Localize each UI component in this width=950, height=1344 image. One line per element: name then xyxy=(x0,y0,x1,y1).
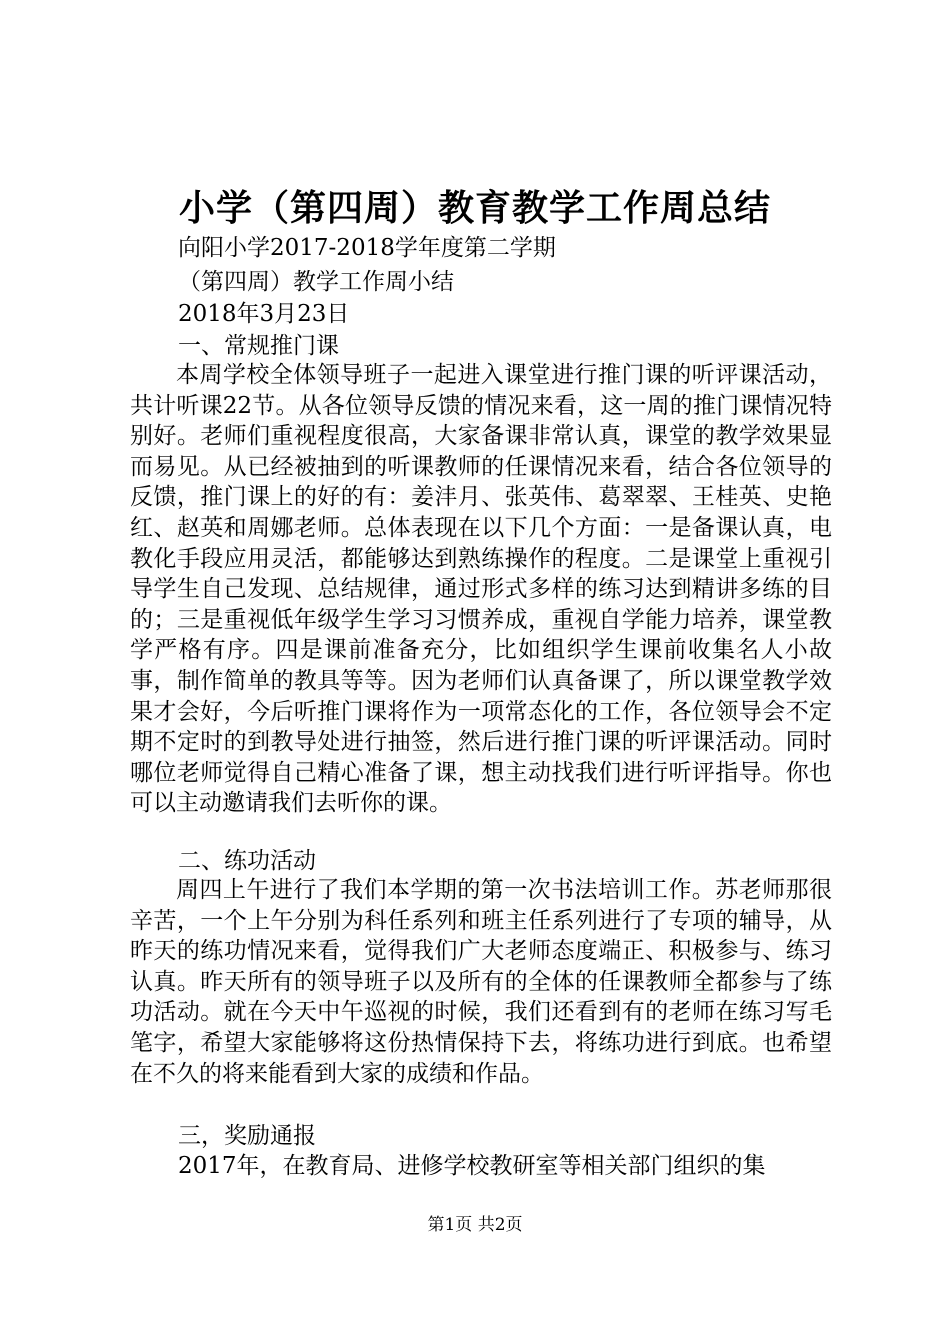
document-title: 小学（第四周）教育教学工作周总结 xyxy=(178,187,771,229)
school-term-line: 向阳小学2017-2018学年度第二学期 xyxy=(178,235,556,261)
section-heading-3: 三，奖励通报 xyxy=(178,1123,316,1149)
date-line: 2018年3月23日 xyxy=(178,301,350,327)
section-body-2: 周四上午进行了我们本学期的第一次书法培训工作。苏老师那很辛苦，一个上午分别为科任系列和班主任系列进行了专项的辅导，从昨天的练功情况来看，觉得我们广大老师态度端正、积极参与、练习认真。昨天所有的领导班子以及所有的全体的任课教师全都参与了练功活动。就在今天中午巡视的时候，我们还看到有的老师在练习写毛笔字，希望大家能够将这份热情保持下去，将练功进行到底。也希望在不久的将来能看到大家的成绩和作品。 xyxy=(130,877,832,1087)
subtitle-line: （第四周）教学工作周小结 xyxy=(178,269,454,295)
section-body-3: 2017年，在教育局、进修学校教研室等相关部门组织的集 xyxy=(178,1153,766,1179)
page-footer: 第1页 共2页 xyxy=(427,1215,523,1235)
section-heading-1: 一、常规推门课 xyxy=(178,333,339,359)
section-heading-2: 二、练功活动 xyxy=(178,848,316,874)
section-body-1: 本周学校全体领导班子一起进入课堂进行推门课的听评课活动，共计听课22节。从各位领导反馈的情况来看，这一周的推门课情况特别好。老师们重视程度很高，大家备课非常认真，课堂的教学效果显而易见。从已经被抽到的听课教师的任课情况来看，结合各位领导的反馈，推门课上的好的有：姜沣月、张英伟、葛翠翠、王桂英、史艳红、赵英和周娜老师。总体表现在以下几个方面：一是备课认真，电教化手段应用灵活，都能够达到熟练操作的程度。二是课堂上重视引导学生自己发现、总结规律，通过形式多样的练习达到精讲多练的目的；三是重视低年级学生学习习惯养成，重视自学能力培养，课堂教学严格有序。四是课前准备充分，比如组织学生课前收集名人小故事，制作简单的教具等等。因为老师们认真备课了，所以课堂教学效果才会好，今后听推门课将作为一项常态化的工作，各位领导会不定期不定时的到教导处进行抽签，然后进行推门课的听评课活动。同时哪位老师觉得自己精心准备了课，想主动找我们进行听评指导。你也可以主动邀请我们去听你的课。 xyxy=(130,362,832,817)
